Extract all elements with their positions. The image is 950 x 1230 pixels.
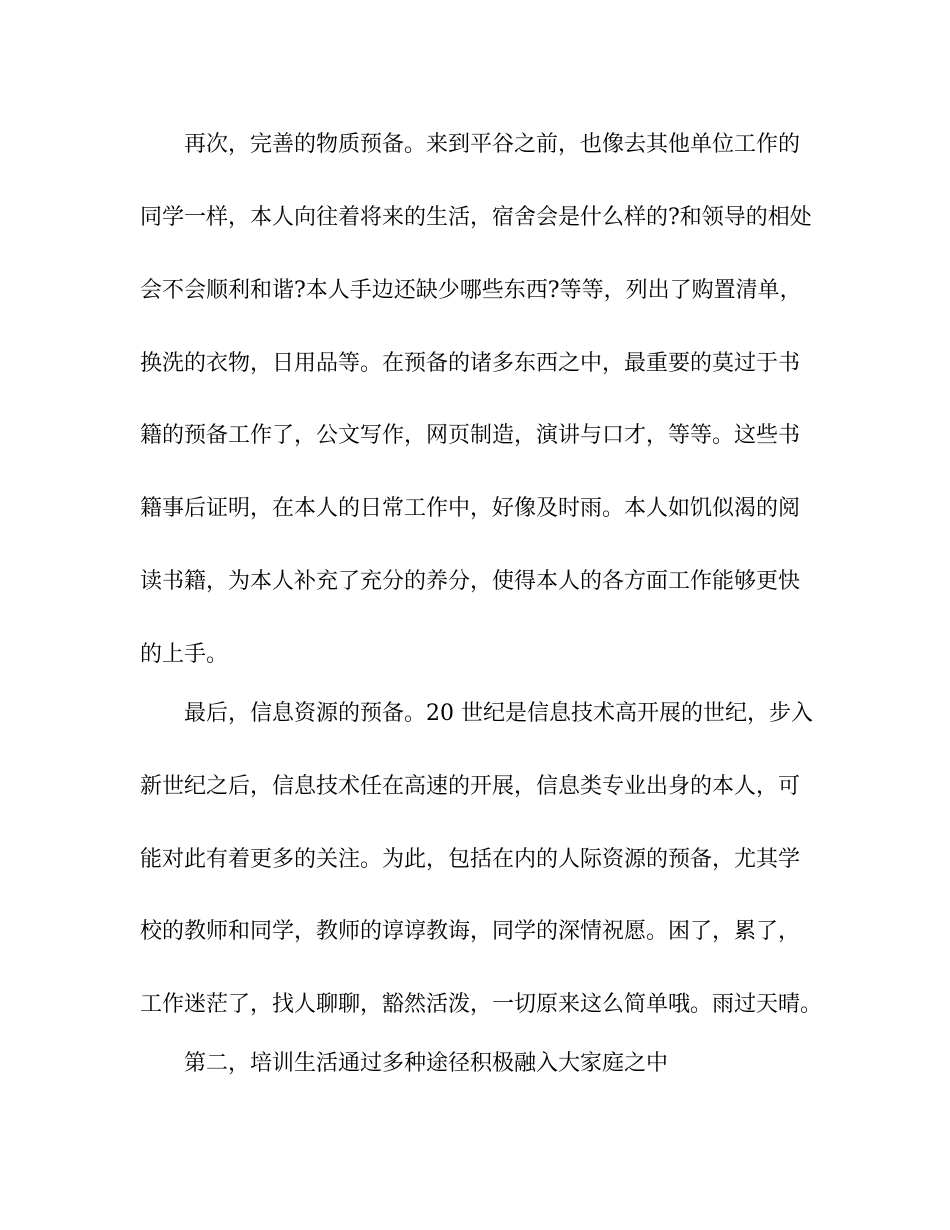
paragraph-2-line-4: 校的教师和同学，教师的谆谆教诲，同学的深情祝愿。困了，累了， — [140, 919, 801, 944]
paragraph-1-line-4: 换洗的衣物，日用品等。在预备的诸多东西之中，最重要的莫过于书 — [140, 351, 801, 376]
paragraph-2-line-3: 能对此有着更多的关注。为此，包括在内的人际资源的预备，尤其学 — [140, 847, 801, 872]
paragraph-1-line-5: 籍的预备工作了，公文写作，网页制造，演讲与口才，等等。这些书 — [140, 423, 801, 448]
paragraph-1-line-2: 同学一样，本人向往着将来的生活，宿舍会是什么样的?和领导的相处 — [140, 205, 812, 230]
paragraph-1-line-7: 读书籍，为本人补充了充分的养分，使得本人的各方面工作能够更快 — [140, 569, 801, 594]
paragraph-3-line-1: 第二，培训生活通过多种途径积极融入大家庭之中 — [184, 1051, 669, 1076]
paragraph-1-line-6: 籍事后证明，在本人的日常工作中，好像及时雨。本人如饥似渴的阅 — [140, 496, 801, 521]
paragraph-2-line-2: 新世纪之后，信息技术任在高速的开展，信息类专业出身的本人，可 — [140, 774, 801, 799]
paragraph-1-line-1: 再次，完善的物质预备。来到平谷之前，也像去其他单位工作的 — [184, 132, 801, 157]
paragraph-1-line-8: 的上手。 — [140, 642, 229, 667]
paragraph-2-line-5: 工作迷茫了，找人聊聊，豁然活泼，一切原来这么简单哦。雨过天晴。 — [140, 992, 823, 1017]
paragraph-2-line-1: 最后，信息资源的预备。20 世纪是信息技术高开展的世纪，步入 — [184, 701, 813, 726]
paragraph-1-line-3: 会不会顺利和谐?本人手边还缺少哪些东西?等等，列出了购置清单， — [140, 278, 802, 303]
